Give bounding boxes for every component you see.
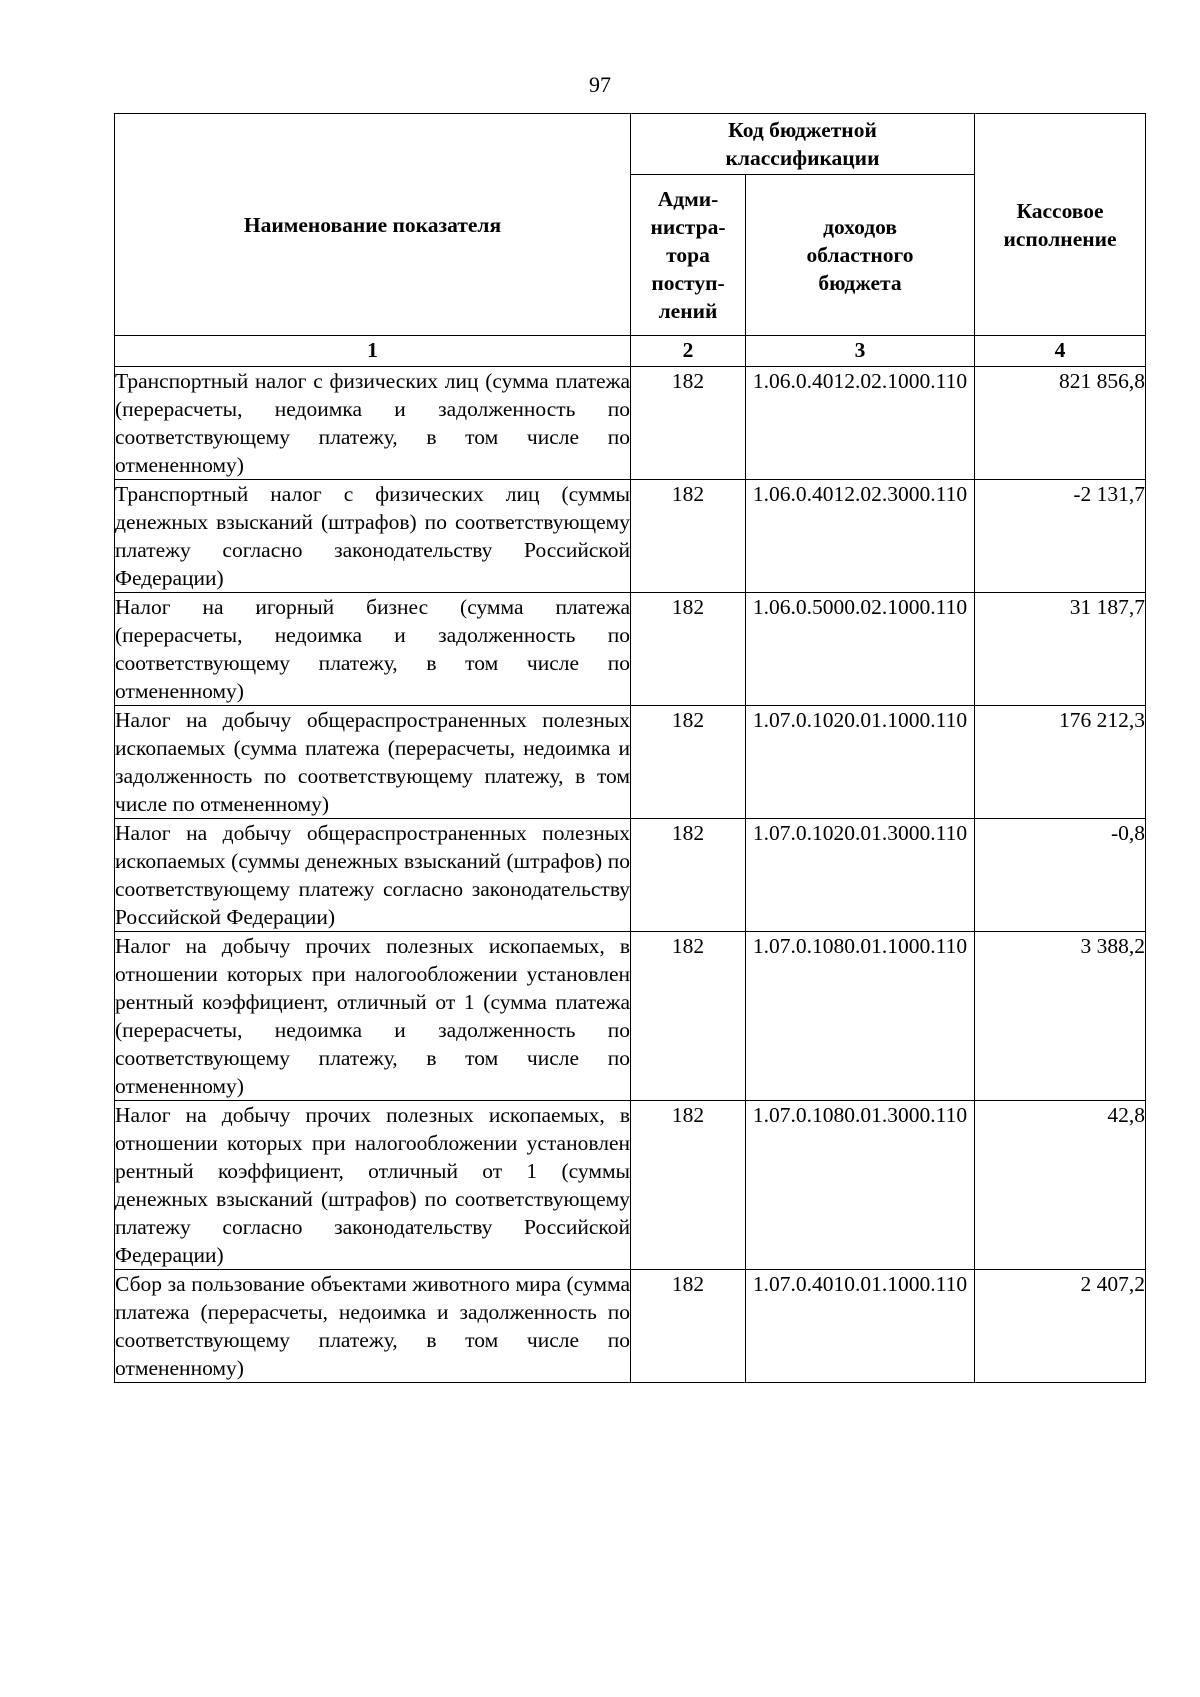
administrator-code-cell: 182 — [631, 706, 746, 819]
revenue-code-cell: 1.06.0.5000.02.1000.110 — [746, 593, 975, 706]
table-row — [115, 706, 1146, 819]
administrator-code-cell: 182 — [631, 1270, 746, 1383]
administrator-code-cell: 182 — [631, 932, 746, 1101]
cash-execution-cell: -0,8 — [975, 819, 1146, 932]
revenue-code-cell: 1.07.0.1080.01.3000.110 — [746, 1101, 975, 1270]
cash-execution-cell: 3 388,2 — [975, 932, 1146, 1101]
cash-execution-cell: 31 187,7 — [975, 593, 1146, 706]
page-number: 97 — [589, 72, 611, 97]
indicator-name-cell: Налог на добычу общераспространенных полезных ископаемых (суммы денежных взысканий (штрафов) по соответствующему платежу согласно законодательству Российской Федерации) — [115, 819, 631, 932]
table-row — [115, 932, 1146, 1101]
cash-execution-cell: 2 407,2 — [975, 1270, 1146, 1383]
administrator-code-cell: 182 — [631, 819, 746, 932]
revenue-code-cell: 1.07.0.1020.01.1000.110 — [746, 706, 975, 819]
table-row — [115, 593, 1146, 706]
cash-execution-cell: 176 212,3 — [975, 706, 1146, 819]
revenue-code-cell: 1.06.0.4012.02.3000.110 — [746, 480, 975, 593]
indicator-name-cell: Налог на игорный бизнес (сумма платежа (перерасчеты, недоимка и задолженность по соответствующему платежу, в том числе по отмененному) — [115, 593, 631, 706]
table-row — [115, 1101, 1146, 1270]
header-indicator-name: Наименование показателя — [115, 114, 631, 336]
indicator-name-cell: Налог на добычу прочих полезных ископаемых, в отношении которых при налогообложении установлен рентный коэффициент, отличный от 1 (суммы денежных взысканий (штрафов) по соответствующему платежу согласно законодательству Российской Федерации) — [115, 1101, 631, 1270]
indicator-name-cell: Транспортный налог с физических лиц (суммы денежных взысканий (штрафов) по соответствующему платежу согласно законодательству Российской Федерации) — [115, 480, 631, 593]
indicator-name-cell: Налог на добычу прочих полезных ископаемых, в отношении которых при налогообложении установлен рентный коэффициент, отличный от 1 (сумма платежа (перерасчеты, недоимка и задолженность по соответствующему платежу, в том числе по отмененному) — [115, 932, 631, 1101]
revenue-code-cell: 1.06.0.4012.02.1000.110 — [746, 367, 975, 480]
column-number-row — [115, 336, 1146, 367]
administrator-code-cell: 182 — [631, 480, 746, 593]
administrator-code-cell: 182 — [631, 1101, 746, 1270]
table-row — [115, 480, 1146, 593]
table-row — [115, 1270, 1146, 1383]
column-number: 1 — [115, 336, 631, 367]
administrator-code-cell: 182 — [631, 593, 746, 706]
header-cash-execution: Кассовое исполнение — [975, 114, 1146, 336]
revenue-code-cell: 1.07.0.1080.01.1000.110 — [746, 932, 975, 1101]
indicator-name-cell: Транспортный налог с физических лиц (сумма платежа (перерасчеты, недоимка и задолженность по соответствующему платежу, в том числе по отмененному) — [115, 367, 631, 480]
indicator-name-cell: Сбор за пользование объектами животного мира (сумма платежа (перерасчеты, недоимка и задолженность по соответствующему платежу, в том числе по отмененному) — [115, 1270, 631, 1383]
revenue-code-cell: 1.07.0.4010.01.1000.110 — [746, 1270, 975, 1383]
table-row — [115, 819, 1146, 932]
budget-execution-table — [114, 113, 1146, 1383]
revenue-code-cell: 1.07.0.1020.01.3000.110 — [746, 819, 975, 932]
column-number: 4 — [975, 336, 1146, 367]
column-number: 3 — [746, 336, 975, 367]
header-revenue-administrator: Адми- нистра- тора поступ- лений — [631, 175, 746, 336]
cash-execution-cell: 821 856,8 — [975, 367, 1146, 480]
header-regional-budget-revenue: доходов областного бюджета — [746, 175, 975, 336]
header-budget-code-group: Код бюджетной классификации — [631, 114, 975, 175]
cash-execution-cell: -2 131,7 — [975, 480, 1146, 593]
cash-execution-cell: 42,8 — [975, 1101, 1146, 1270]
table-row — [115, 367, 1146, 480]
indicator-name-cell: Налог на добычу общераспространенных полезных ископаемых (сумма платежа (перерасчеты, недоимка и задолженность по соответствующему платежу, в том числе по отмененному) — [115, 706, 631, 819]
column-number: 2 — [631, 336, 746, 367]
administrator-code-cell: 182 — [631, 367, 746, 480]
